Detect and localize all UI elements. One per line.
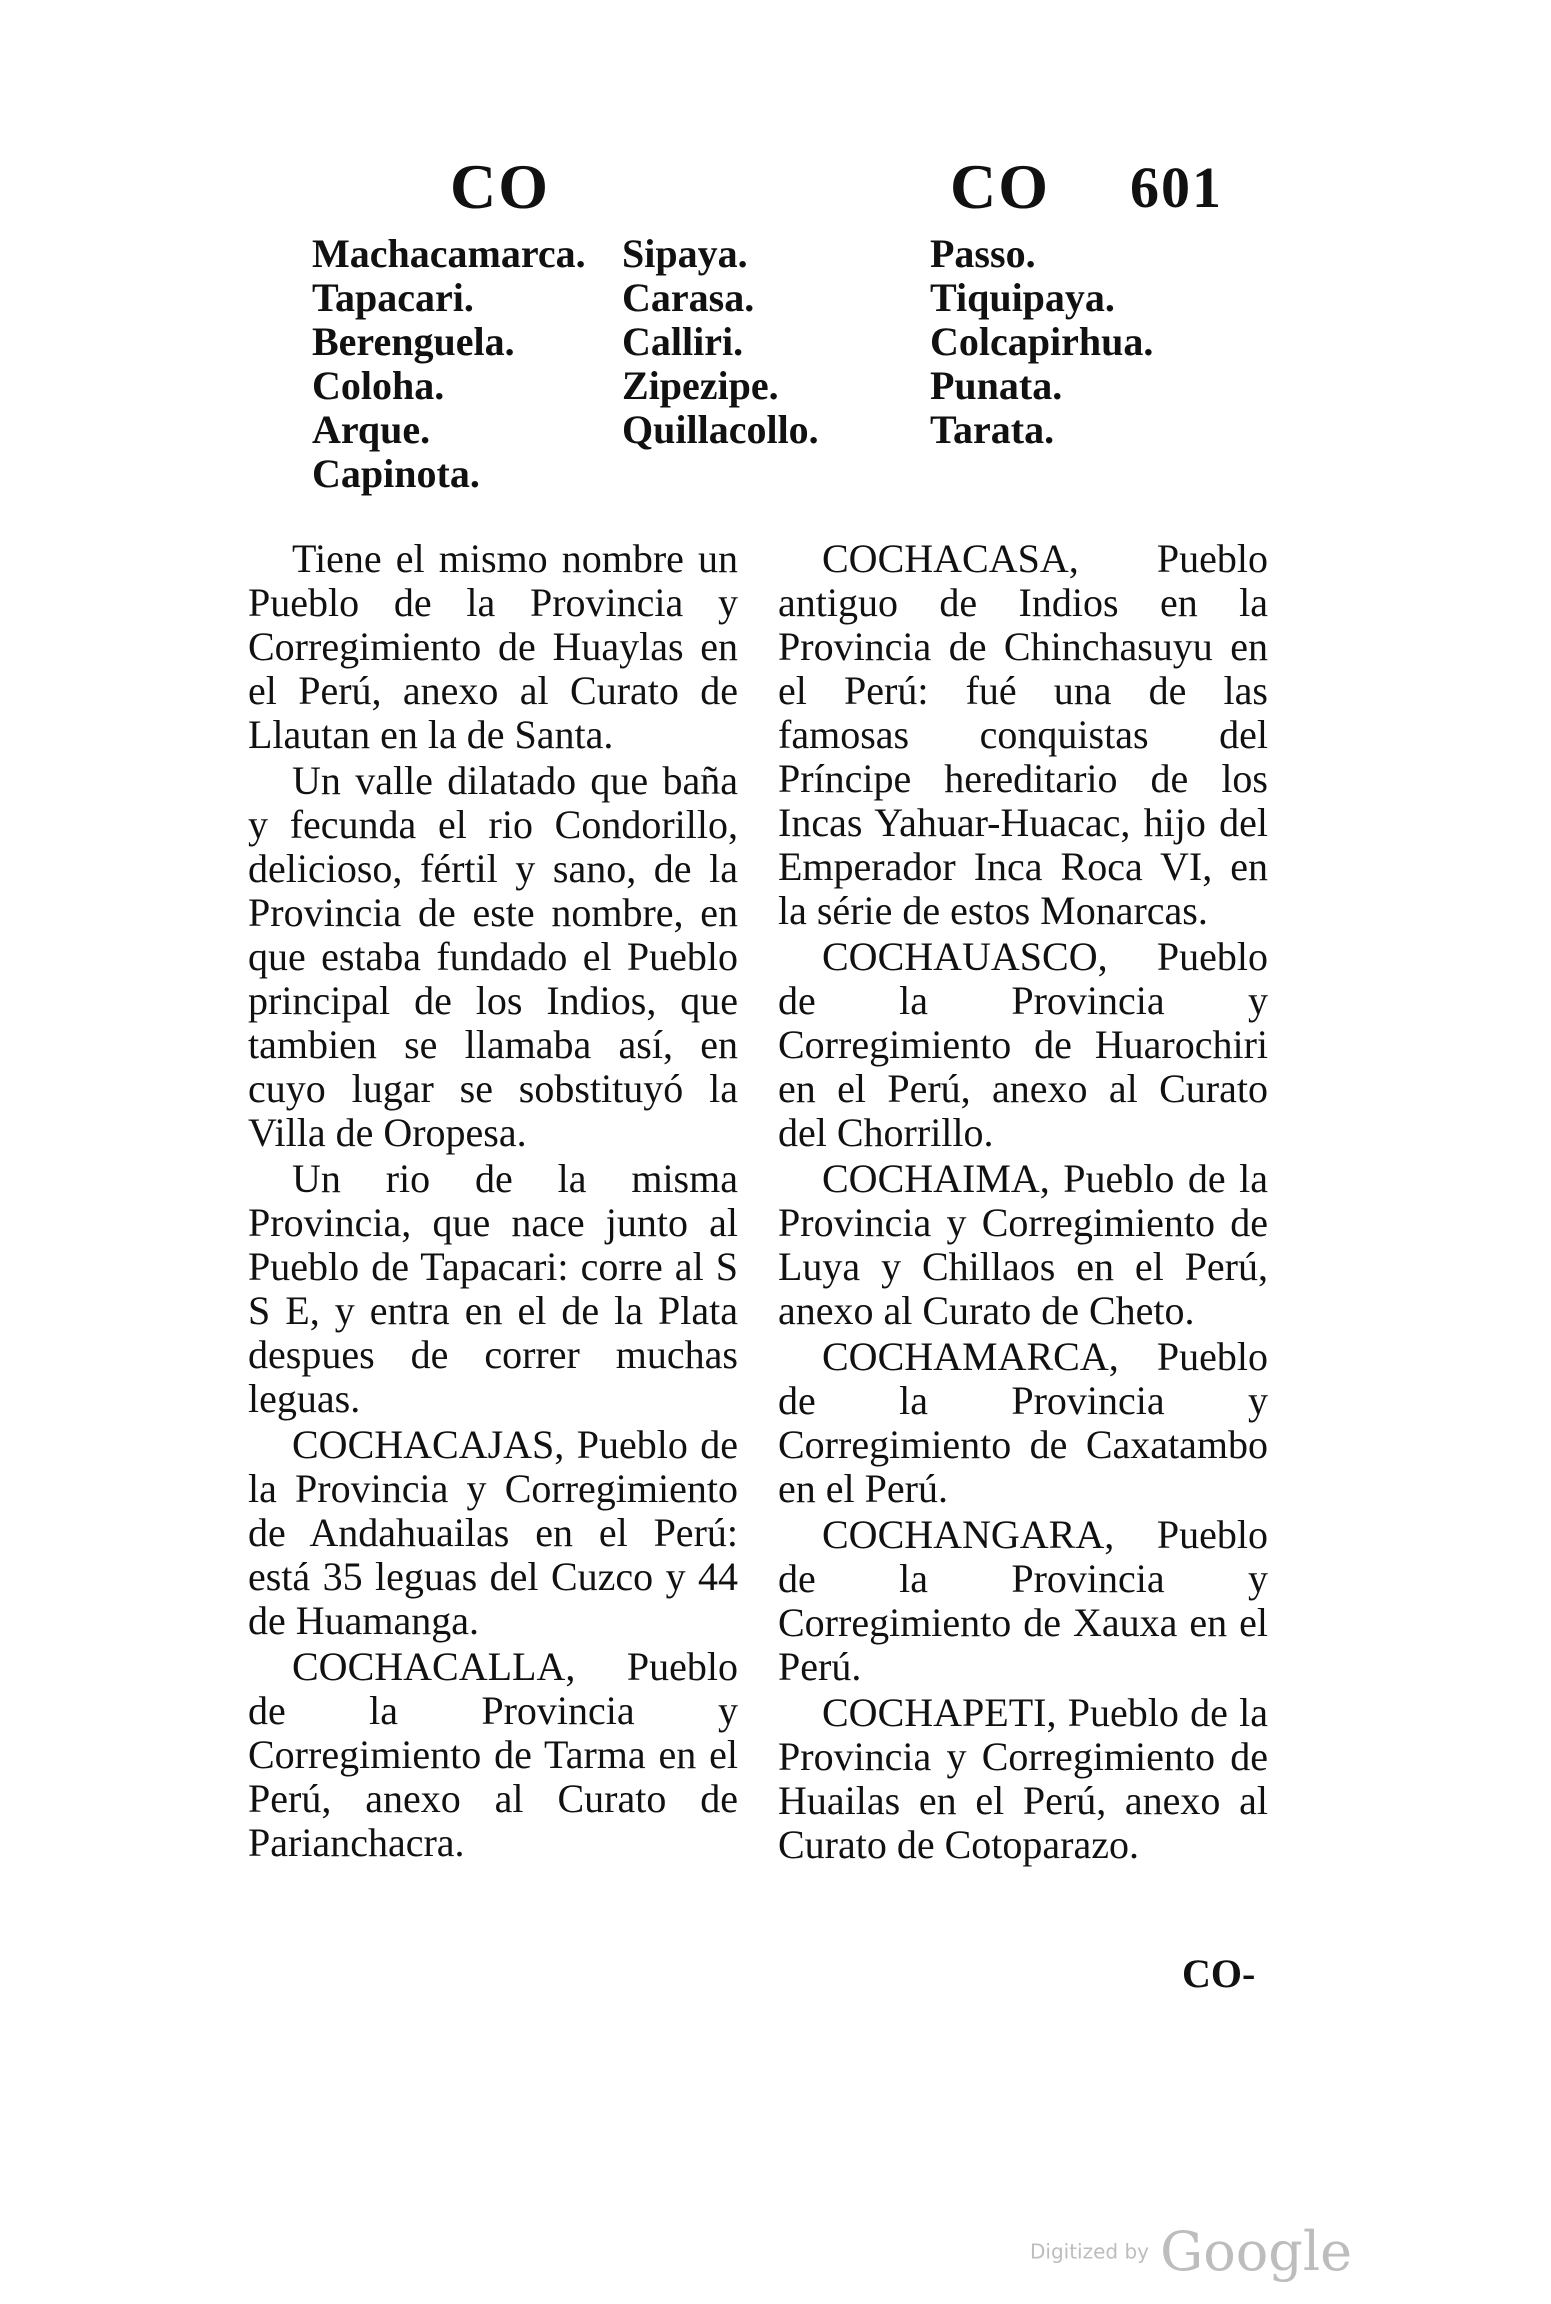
entry-cochacasa: COCHACASA, Pueblo antiguo de Indios en la Provincia de Chinchasuyu en el Perú: fué una de las famosas conquistas del Príncipe hereditario de los Incas Yahuar-Huacac, hijo del Emperador Inca Roca VI, en la série de estos Monarcas. xyxy=(778,536,1268,933)
entry-cochamarca: COCHAMARCA, Pueblo de la Provincia y Corregimiento de Caxatambo en el Perú. xyxy=(778,1334,1268,1511)
list-item: Tarata. xyxy=(930,407,1055,452)
running-header xyxy=(0,150,1551,230)
entry-cochauasco: COCHAUASCO, Pueblo de la Provincia y Corregimiento de Huarochiri en el Perú, anexo al Curato del Chorrillo. xyxy=(778,934,1268,1155)
paragraph: Un valle dilatado que baña y fecunda el rio Condorillo, delicioso, fértil y sano, de la Provincia de este nombre, en que estaba fundado el Pueblo principal de los Indios, que tambien se llamaba así, en cuyo lugar se sobstituyó la Villa de Oropesa. xyxy=(248,758,738,1155)
place-list xyxy=(0,232,1551,502)
list-item: Passo. xyxy=(930,231,1036,276)
list-item: Tapacari. xyxy=(312,275,474,320)
right-text-column xyxy=(778,537,1268,1869)
digitized-by-text: Digitized by xyxy=(1030,2239,1149,2264)
header-left: CO xyxy=(450,151,550,222)
list-item: Sipaya. xyxy=(622,231,748,276)
list-item: Arque. xyxy=(312,407,431,452)
header-right: CO xyxy=(950,151,1050,222)
digitized-watermark xyxy=(1030,2220,1352,2283)
paragraph: Tiene el mismo nombre un Pueblo de la Provincia y Corregimiento de Huaylas en el Perú, anexo al Curato de Llautan en la de Santa. xyxy=(248,536,738,757)
google-logo: Google xyxy=(1160,2220,1353,2283)
place-list-column-3 xyxy=(930,232,1153,452)
entry-cochangara: COCHANGARA, Pueblo de la Provincia y Corregimiento de Xauxa en el Perú. xyxy=(778,1512,1268,1689)
place-list-column-2 xyxy=(622,232,819,452)
list-item: Berenguela. xyxy=(312,319,515,364)
entry-cochaima: COCHAIMA, Pueblo de la Provincia y Corregimiento de Luya y Chillaos en el Perú, anexo al Curato de Cheto. xyxy=(778,1156,1268,1333)
list-item: Zipezipe. xyxy=(622,363,779,408)
entry-cochacalla: COCHACALLA, Pueblo de la Provincia y Corregimiento de Tarma en el Perú, anexo al Curato de Parianchacra. xyxy=(248,1644,738,1865)
list-item: Punata. xyxy=(930,363,1063,408)
entry-cochacajas: COCHACAJAS, Pueblo de la Provincia y Corregimiento de Andahuailas en el Perú: está 35 leguas del Cuzco y 44 de Huamanga. xyxy=(248,1422,738,1643)
place-list-column-1 xyxy=(312,232,586,496)
list-item: Capinota. xyxy=(312,451,480,496)
list-item: Coloha. xyxy=(312,363,445,408)
entry-cochapeti: COCHAPETI, Pueblo de la Provincia y Corregimiento de Huailas en el Perú, anexo al Curato de Cotoparazo. xyxy=(778,1690,1268,1867)
paragraph: Un rio de la misma Provincia, que nace junto al Pueblo de Tapacari: corre al S S E, y entra en el de la Plata despues de correr muchas leguas. xyxy=(248,1156,738,1421)
list-item: Carasa. xyxy=(622,275,755,320)
list-item: Tiquipaya. xyxy=(930,275,1115,320)
list-item: Colcapirhua. xyxy=(930,319,1154,364)
list-item: Calliri. xyxy=(622,319,744,364)
catchword: CO- xyxy=(1182,1951,1256,1996)
list-item: Quillacollo. xyxy=(622,407,819,452)
list-item: Machacamarca. xyxy=(312,231,586,276)
left-text-column xyxy=(248,537,738,1867)
page-number: 601 xyxy=(1130,155,1223,220)
